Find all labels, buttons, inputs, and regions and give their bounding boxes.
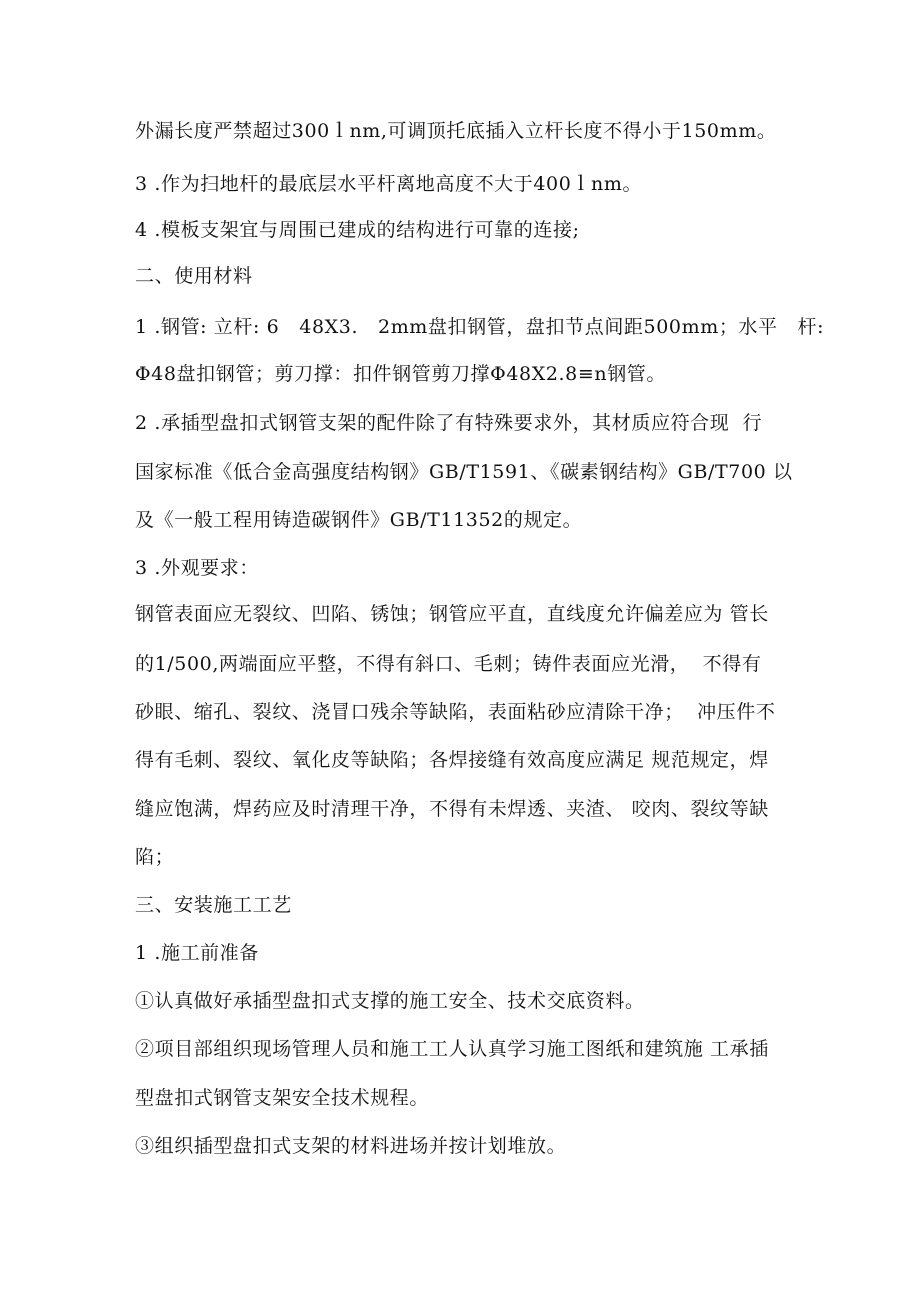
text-line-8: 国家标准《低合金高强度结构钢》GB/T1591、《碳素钢结构》GB/T700 以 bbox=[135, 461, 793, 483]
text-line-1: 外漏长度严禁超过300ｌnm,可调顶托底插入立杆长度不得小于150mm。 bbox=[135, 120, 777, 142]
text-line-13: 砂眼、缩孔、裂纹、浇冒口残余等缺陷，表面粘砂应清除干净； 冲压件不 bbox=[135, 701, 776, 723]
text-line-14: 得有毛刺、裂纹、氧化皮等缺陷；各焊接缝有效高度应满足 规范规定，焊 bbox=[135, 749, 769, 771]
text-line-15: 缝应饱满，焊药应及时清理干净，不得有未焊透、夹渣、 咬肉、裂纹等缺 bbox=[135, 798, 769, 820]
text-line-7: 2 .承插型盘扣式钢管支架的配件除了有特殊要求外，其材质应符合现 行 bbox=[135, 412, 763, 434]
text-line-22: ③组织插型盘扣式支架的材料进场并按计划堆放。 bbox=[135, 1135, 567, 1157]
text-line-6: Φ48盘扣钢管；剪刀撑：扣件钢管剪刀撑Φ48X2.8≡n钢管。 bbox=[135, 363, 667, 385]
text-line-10: 3 .外观要求： bbox=[135, 557, 259, 579]
text-line-11: 钢管表面应无裂纹、凹陷、锈蚀；钢管应平直，直线度允许偏差应为 管长 bbox=[135, 603, 769, 625]
text-line-2: 3 .作为扫地杆的最底层水平杆离地高度不大于400ｌnm。 bbox=[135, 173, 643, 195]
text-line-3: 4 .模板支架宜与周围已建成的结构进行可靠的连接; bbox=[135, 219, 580, 241]
text-line-19: ①认真做好承插型盘扣式支撑的施工安全、技术交底资料。 bbox=[135, 990, 645, 1012]
section-heading-installation: 三、安装施工工艺 bbox=[135, 894, 292, 916]
text-line-18: 1 .施工前准备 bbox=[135, 942, 259, 964]
text-line-16: 陷； bbox=[135, 846, 175, 868]
section-heading-materials: 二、使用材料 bbox=[135, 265, 253, 287]
text-line-20: ②项目部组织现场管理人员和施工工人认真学习施工图纸和建筑施 工承插 bbox=[135, 1038, 769, 1060]
text-line-9: 及《一般工程用铸造碳钢件》GB/T11352的规定。 bbox=[135, 509, 583, 531]
text-line-21: 型盘扣式钢管支架安全技术规程。 bbox=[135, 1087, 430, 1109]
text-line-5: 1 .钢管: 立杆: 6 48X3. 2mm盘扣钢管，盘扣节点间距500mm；水平 杆: bbox=[135, 316, 825, 338]
text-line-12: 的1/500,两端面应平整，不得有斜口、毛刺；铸件表面应光滑， 不得有 bbox=[135, 653, 762, 675]
